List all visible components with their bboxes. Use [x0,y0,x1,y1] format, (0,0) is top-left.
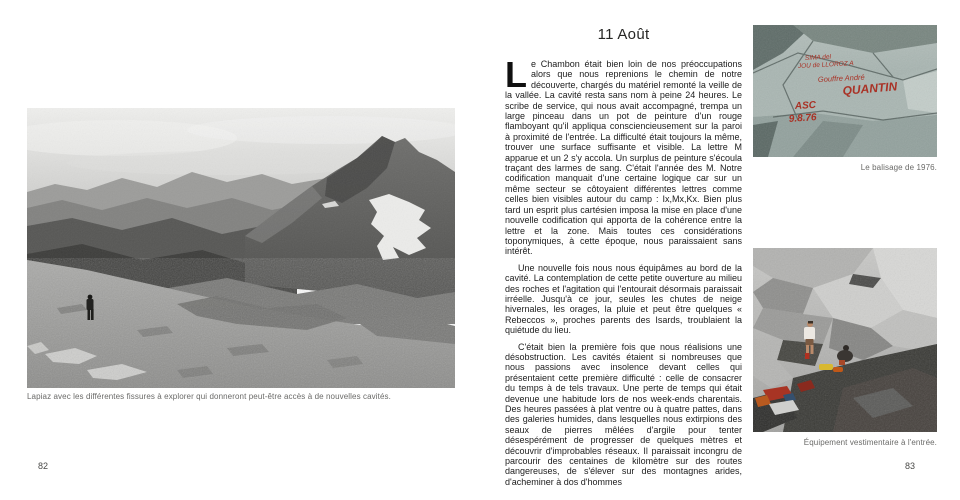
photo-caption-lapiaz: Lapiaz avec les différentes fissures à explorer qui donneront peut-être accès à de nouvelles cavités. [27,392,391,401]
paragraph-1-text: e Chambon était bien loin de nos préoccupations alors que nous reprenions le chemin de notre découverte, chargés du matériel remonté la veille de la vallée. La cavité resta sans nom à peine 24 heures. Le scribe de service, qui nous avait accompagné, trempa un large pinceau dans un pot de peinture d'un rouge flamboyant qu'il appliqua consciencieusement sur la paroi à proximité de l'entrée. La difficulté était toujours la même, trouver une surface suffisante et visible. La lettre M apparue et un 2 s'y accola. Un surplus de peinture s'écoula traçant des larmes de sang. C'était l'année des M. Notre codification manquait d'une certaine logique car sur un même secteur se côtoyaient différentes lettres comme celles bien visibles autour du camp : Ix,Mx,Kx. Bien plus tard un esprit plus cartésien imposa la mise en place d'une nouvelle codification qui apporta de la cohérence entre la lettre et la zone. Mais toutes ces considérations toponymiques, à cette époque, nous paraissaient sans intérêt. [505,59,742,257]
painted-text-line-3: Gouffre André [817,72,865,84]
painted-text-line-5: ASC [794,99,817,112]
photo-lapiaz-landscape [27,108,455,388]
painted-text-line-1: SIMA del [804,53,832,62]
body-text-column [505,54,742,487]
painted-text-line-2: JOU de LLOROZ A [797,60,854,70]
body-paragraph-3: C'était bien la première fois que nous réalisions une désobstruction. Les cavités étaient si nombreuses que nous passions avec insolence devant celles qui présentaient cette première difficulté : celle de consacrer du temps à de tels travaux. Une perte de temps qui était devenue une habitude lors de nos week-ends charentais. Des heures passées à plat ventre ou à quatre pattes, dans des galeries humides, dans lesquelles nous extirpions des seaux de pierres mêlées d'argile pour tenter désespérément de progresser de quelques mètres et découvrir d'improbables réseaux. Il paraissait incongru de parcourir des centaines de kilomètre sur des routes dangereuses, de s'élever sur des montagnes arides, d'acheminer à dos d'hommes [505,341,742,487]
photo-caption-equipement: Équipement vestimentaire à l'entrée. [803,438,937,447]
painted-text-line-4: QUANTIN [842,79,898,98]
scree-equipment-illustration [753,248,937,432]
photo-balisage-1976 [753,25,937,157]
body-paragraph-1 [505,54,742,257]
photo-equipement-entree [753,248,937,432]
body-paragraph-2: Une nouvelle fois nous nous équipâmes au bord de la cavité. La contemplation de cette petite ouverture au milieu des roches et l'agitation qui l'entourait désormais paraissait irréelle. Jusqu'à ce jour, seules les chutes de neige hivernales, les orages, la pluie et peut être quelques « Rebeccos », proches parents des Isards, troublaient la quiétude du lieu. [505,262,742,336]
lapiaz-landscape-illustration [27,108,455,388]
painted-text-line-6: 9.8.76 [788,112,817,125]
page-number-82: 82 [38,461,49,471]
page-number-83: 83 [905,461,916,471]
photo-caption-balisage: Le balisage de 1976. [860,163,937,172]
drop-cap: L [505,54,527,95]
chapter-title: 11 Août [597,26,650,43]
painted-rock-illustration [753,25,937,157]
